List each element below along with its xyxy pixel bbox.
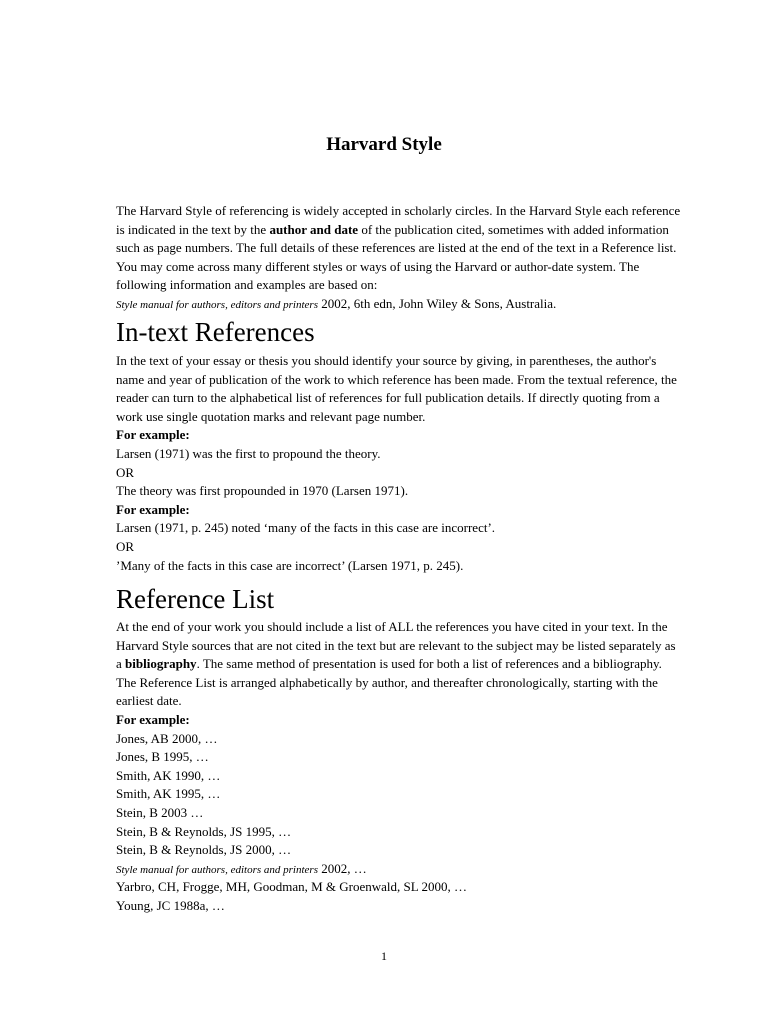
reflist-entry: Smith, AK 1995, … — [116, 786, 221, 802]
intext-line-2: name and year of publication of the work to which reference has been made. From the textual reference, the — [116, 371, 677, 387]
reflist-entry-rest: 2002, … — [317, 860, 367, 876]
intro-line-3: such as page numbers. The full details of these references are listed at the end of the text in a Reference list. — [116, 240, 677, 256]
reflist-line-1: At the end of your work you should include a list of ALL the references you have cited in your text. In the — [116, 619, 668, 634]
intro-line-2-post: of the publication cited, sometimes with added information — [358, 221, 669, 237]
intext-example-1b: The theory was first propounded in 1970 (Larsen 1971). — [116, 483, 409, 499]
intext-or-1: OR — [116, 464, 135, 480]
reflist-entry: Jones, B 1995, … — [116, 749, 209, 765]
reflist-entry: Young, JC 1988a, … — [116, 898, 225, 913]
intext-example-1a: Larsen (1971) was the first to propound the theory. — [116, 446, 381, 461]
intro-style-manual-title: Style manual for authors, editors and printers — [116, 299, 318, 311]
reflist-entry: Stein, B 2003 … — [116, 805, 204, 820]
reflist-example-label: For example: — [116, 712, 190, 727]
reflist-line-5: earliest date. — [116, 693, 182, 709]
reflist-entry: Stein, B & Reynolds, JS 1995, … — [116, 823, 292, 839]
intext-line-3: reader can turn to the alphabetical list of references for full publication details. If directly quoting from a — [116, 390, 660, 406]
intro-line-2 — [116, 221, 676, 240]
intro-line-1: The Harvard Style of referencing is widely accepted in scholarly circles. In the Harvard Style each reference — [116, 203, 681, 218]
page-title: Harvard Style — [326, 134, 442, 155]
intro-line-6-rest: 2002, 6th edn, John Wiley & Sons, Australia. — [317, 296, 557, 311]
intro-bold-author-date: author and date — [269, 221, 359, 237]
intro-line-2-pre: is indicated in the text by the — [116, 221, 270, 237]
heading-reference-list: Reference List — [116, 584, 275, 614]
intext-example-label-1: For example: — [116, 427, 190, 443]
intro-line-5: following information and examples are based on: — [116, 277, 378, 293]
page-number: 1 — [381, 949, 387, 963]
intext-line-4: work use single quotation marks and relevant page number. — [116, 408, 426, 424]
intext-or-2: OR — [116, 539, 135, 554]
reflist-entry: Smith, AK 1990, … — [116, 767, 221, 783]
reflist-style-manual-title: Style manual for authors, editors and printers — [116, 863, 318, 876]
reflist-line-4: The Reference List is arranged alphabetically by author, and thereafter chronologically, starting with the — [116, 674, 658, 690]
reflist-line-3 — [116, 655, 676, 674]
reflist-entry: Jones, AB 2000, … — [116, 730, 218, 746]
intext-example-2a: Larsen (1971, p. 245) noted ‘many of the facts in this case are incorrect’. — [116, 520, 496, 536]
intro-line-4: You may come across many different styles or ways of using the Harvard or author-date system. The — [116, 258, 640, 274]
reflist-line-2: Harvard Style sources that are not cited in the text but are relevant to the subject may be listed separately as — [116, 637, 676, 653]
reflist-entry — [116, 860, 676, 880]
intext-line-1: In the text of your essay or thesis you should identify your source by giving, in parentheses, the author's — [116, 353, 657, 368]
heading-intext-references: In-text References — [116, 317, 315, 347]
intext-example-2b: ’Many of the facts in this case are incorrect’ (Larsen 1971, p. 245). — [116, 557, 464, 573]
reflist-line-3-pre: a — [116, 656, 126, 672]
intro-line-6 — [116, 295, 676, 315]
reflist-bold-bibliography: bibliography — [125, 656, 197, 672]
reflist-entry: Yarbro, CH, Frogge, MH, Goodman, M & Groenwald, SL 2000, … — [116, 879, 467, 895]
reflist-line-3-post: . The same method of presentation is used for both a list of references and a bibliography. — [196, 656, 662, 672]
reflist-entry: Stein, B & Reynolds, JS 2000, … — [116, 842, 292, 858]
intext-example-label-2: For example: — [116, 501, 190, 517]
